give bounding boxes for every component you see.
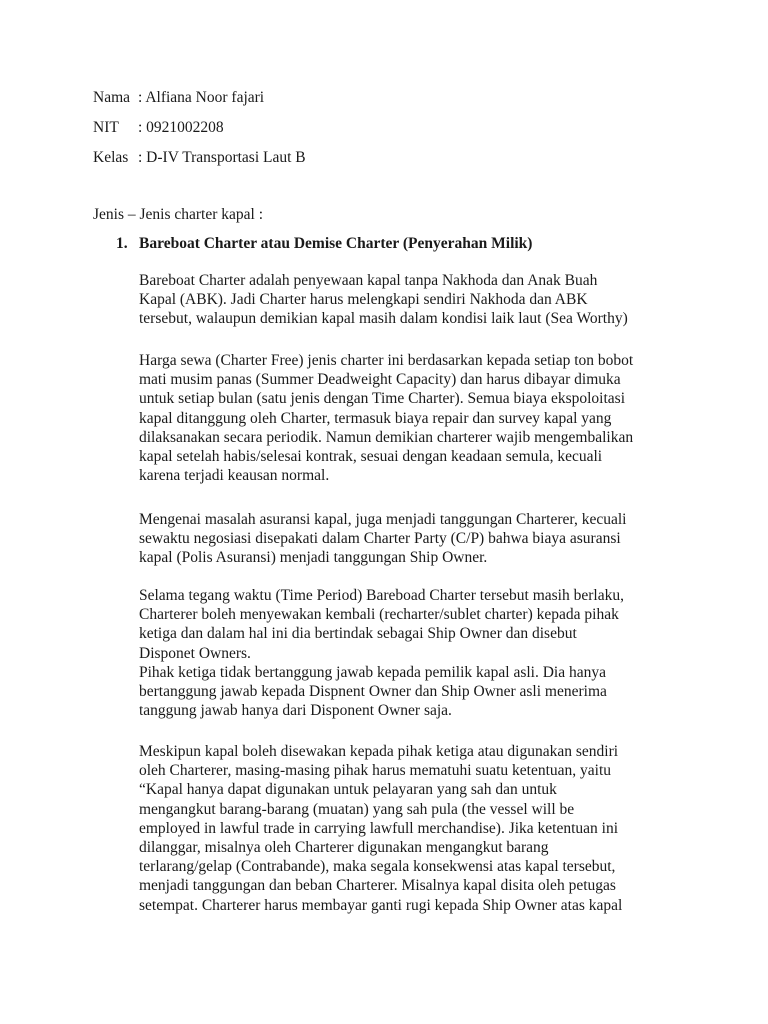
paragraph-definition xyxy=(139,271,674,329)
text-line: Kapal (ABK). Jadi Charter harus melengkapi sendiri Nakhoda dan ABK xyxy=(139,291,588,309)
text-line: sewaktu negosiasi disepakati dalam Charter Party (C/P) bahwa biaya asuransi xyxy=(139,530,621,548)
text-line: Mengenai masalah asuransi kapal, juga menjadi tanggungan Charterer, kecuali xyxy=(139,511,627,528)
text-line: mengangkut barang-barang (muatan) yang sah pula (the vessel will be xyxy=(139,800,575,818)
kelas-value: : D-IV Transportasi Laut B xyxy=(138,149,306,166)
nama-label: Nama xyxy=(93,89,131,106)
text-line: ketiga dan dalam hal ini dia bertindak sebagai Ship Owner dan disebut xyxy=(139,625,577,643)
text-line: menjadi tanggungan dan beban Charterer. Misalnya kapal disita oleh petugas xyxy=(139,877,616,895)
text-line: “Kapal hanya dapat digunakan untuk pelayaran yang sah dan untuk xyxy=(139,781,557,799)
text-line: Bareboat Charter adalah penyewaan kapal tanpa Nakhoda dan Anak Buah xyxy=(139,272,598,289)
text-line: oleh Charterer, masing-masing pihak harus mematuhi suatu ketentuan, yaitu xyxy=(139,762,612,780)
paragraph-lawful-trade xyxy=(139,742,674,915)
paragraph-insurance xyxy=(139,510,674,568)
text-line: tanggung jawab hanya dari Disponent Owner saja. xyxy=(139,702,452,720)
text-line: karena terjadi keausan normal. xyxy=(139,467,330,485)
text-line: setempat. Charterer harus membayar ganti rugi kepada Ship Owner atas kapal xyxy=(139,896,623,914)
text-line: Pihak ketiga tidak bertanggung jawab kepada pemilik kapal asli. Dia hanya xyxy=(139,663,607,681)
kelas-label: Kelas xyxy=(93,149,129,166)
text-line: kapal ditanggung oleh Charter, termasuk biaya repair dan survey kapal yang xyxy=(139,409,612,427)
list-number: 1. xyxy=(116,235,128,252)
text-line: tersebut, walaupun demikian kapal masih dalam kondisi laik laut (Sea Worthy) xyxy=(139,310,628,328)
nit-label: NIT xyxy=(93,119,119,136)
text-line: dilaksanakan secara periodik. Namun demikian charterer wajib mengembalikan xyxy=(139,428,634,446)
nama-value: : Alfiana Noor fajari xyxy=(138,89,265,106)
intro-heading: Jenis – Jenis charter kapal : xyxy=(93,206,264,223)
text-line: Disponet Owners. xyxy=(139,644,251,662)
text-line: kapal setelah habis/selesai kontrak, sesuai dengan keadaan semula, kecuali xyxy=(139,447,603,465)
text-line: kapal (Polis Asuransi) menjadi tanggungan Ship Owner. xyxy=(139,549,488,567)
paragraph-time-period xyxy=(139,586,674,720)
nit-value: : 0921002208 xyxy=(138,119,224,136)
text-line: dilanggar, misalnya oleh Charterer digunakan mengangkut barang xyxy=(139,838,549,856)
text-line: untuk setiap bulan (satu jenis dengan Time Charter). Semua biaya ekspoloitasi xyxy=(139,390,626,408)
text-line: Meskipun kapal boleh disewakan kepada pihak ketiga atau digunakan sendiri xyxy=(139,743,619,760)
text-line: terlarang/gelap (Contrabande), maka segala konsekwensi atas kapal tersebut, xyxy=(139,858,616,876)
section-title: Bareboat Charter atau Demise Charter (Penyerahan Milik) xyxy=(139,235,533,252)
text-line: employed in lawful trade in carrying lawfull merchandise). Jika ketentuan ini xyxy=(139,819,619,837)
text-line: Charterer boleh menyewakan kembali (recharter/sublet charter) kepada pihak xyxy=(139,606,619,624)
text-line: Harga sewa (Charter Free) jenis charter ini berdasarkan kepada setiap ton bobot xyxy=(139,352,634,369)
text-line: mati musim panas (Summer Deadweight Capacity) dan harus dibayar dimuka xyxy=(139,371,621,389)
text-line: Selama tegang waktu (Time Period) Bareboad Charter tersebut masih berlaku, xyxy=(139,587,624,604)
paragraph-charter-fee xyxy=(139,351,674,485)
text-line: bertanggung jawab kepada Dispnent Owner dan Ship Owner asli menerima xyxy=(139,682,607,700)
